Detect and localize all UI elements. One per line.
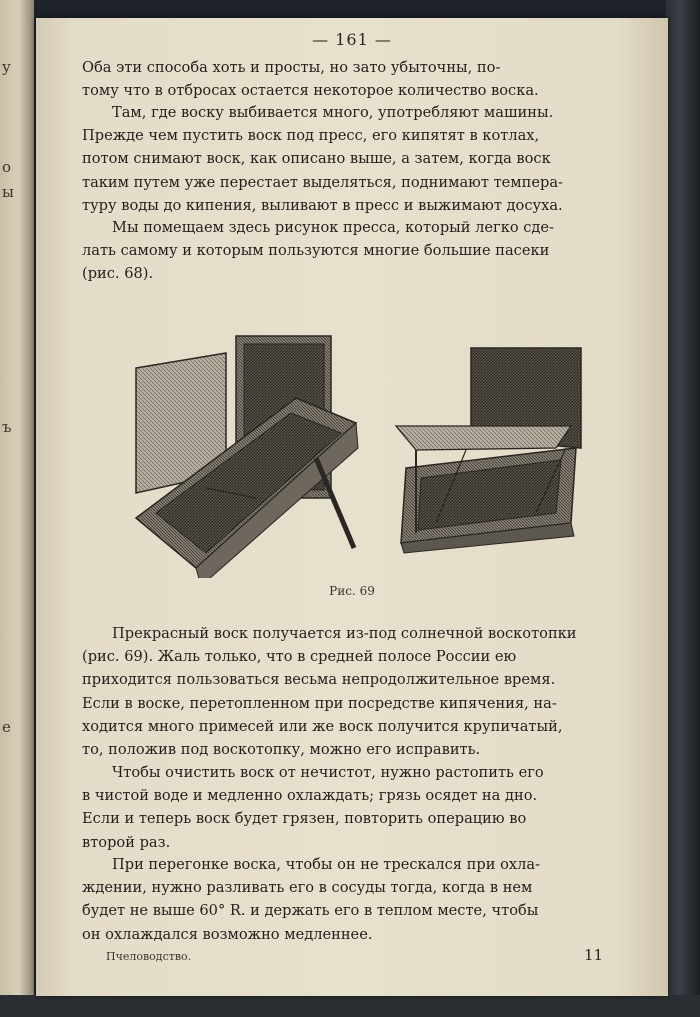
text-line: второй раз. xyxy=(82,833,171,851)
left-melter-drawing xyxy=(136,336,358,578)
paragraph xyxy=(82,101,662,217)
footer-signature: Пчеловодство. xyxy=(106,950,192,963)
text-line: При перегонке воска, чтобы он не трескался при охла- xyxy=(112,856,541,873)
text-line: приходится пользоваться весьма непродолжительное время. xyxy=(82,671,556,689)
text-line: (рис. 69). Жаль только, что в средней полосе России ею xyxy=(82,648,517,666)
page-number: — 161 — xyxy=(312,30,392,49)
paragraph xyxy=(82,56,662,102)
text-line: Чтобы очистить воск от нечистот, нужно растопить его xyxy=(112,764,544,781)
text-line: он охлаждался возможно медленнее. xyxy=(82,925,373,943)
book-edge-left xyxy=(0,0,34,1017)
edge-fragment: о xyxy=(2,158,12,176)
text-line: то, положив под воскотопку, можно его исправить. xyxy=(82,741,481,759)
text-line: лать самому и которым пользуются многие большие пасеки xyxy=(82,242,550,260)
footer-sheet-number: 11 xyxy=(584,946,604,964)
text-line: ждении, нужно разливать его в сосуды тогда, когда в нем xyxy=(82,879,533,897)
text-line: Прекрасный воск получается из-под солнечной воскотопки xyxy=(112,625,577,642)
text-line: потом снимают воск, как описано выше, а затем, когда воск xyxy=(82,150,551,168)
figure-caption: Рис. 69 xyxy=(329,584,375,598)
text-line: туру воды до кипения, выливают в пресс и выжимают досуха. xyxy=(82,196,563,214)
edge-fragment: у xyxy=(2,58,11,76)
book-page xyxy=(36,18,668,996)
text-line: Мы помещаем здесь рисунок пресса, который легко сде- xyxy=(112,219,554,236)
text-line: ходится много примесей или же воск получится крупичатый, xyxy=(82,717,563,735)
text-line: тому что в отбросах остается некоторое количество воска. xyxy=(82,82,539,100)
text-line: Если в воске, перетопленном при посредстве кипячения, на- xyxy=(82,694,557,712)
right-melter-drawing xyxy=(396,348,581,553)
paragraph xyxy=(82,853,662,946)
text-line: таким путем уже перестает выделяться, поднимают темпера- xyxy=(82,173,563,191)
book-cover-right xyxy=(666,0,700,1017)
text-line: Там, где воску выбивается много, употребляют машины. xyxy=(112,104,554,121)
paragraph xyxy=(82,216,662,286)
paragraph xyxy=(82,761,662,854)
text-line: в чистой воде и медленно охлаждать; грязь осядет на дно. xyxy=(82,787,538,805)
edge-fragment: ъ xyxy=(2,418,12,436)
text-line: Оба эти способа хоть и просты, но зато убыточны, по- xyxy=(82,59,501,76)
edge-fragment: ы xyxy=(2,183,14,201)
text-line: (рис. 68). xyxy=(82,265,154,283)
text-line: будет не выше 60° R. и держать его в теплом месте, чтобы xyxy=(82,902,539,920)
text-line: Если и теперь воск будет грязен, повторить операцию во xyxy=(82,810,527,828)
text-line: Прежде чем пустить воск под пресс, его кипятят в котлах, xyxy=(82,127,540,145)
book-cover-bottom xyxy=(0,995,700,1017)
paragraph xyxy=(82,622,662,761)
edge-fragment: е xyxy=(2,718,11,736)
figure-wax-press-illustration xyxy=(126,308,596,578)
